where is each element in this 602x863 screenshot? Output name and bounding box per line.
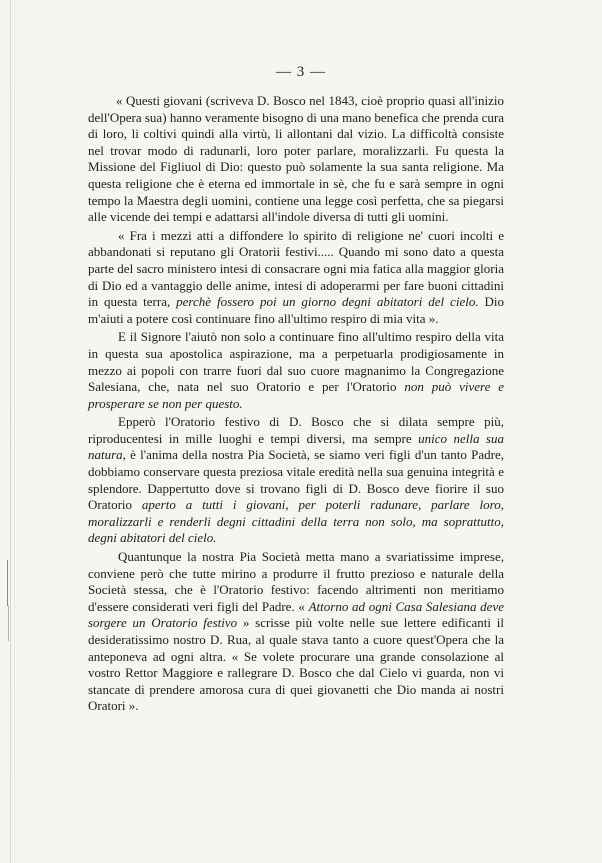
page-number: — 3 —	[276, 64, 326, 80]
italic-text: unico nella sua natura,	[88, 430, 504, 463]
paragraph	[88, 549, 504, 715]
binding-edge	[10, 0, 11, 863]
text-run: è l'anima della nostra Pia Società, se siamo veri figli d'un tanto Padre, dobbiamo conservare questa preziosa vitale eredità nella sua genuina integrità e splendore. Dappertutto dove si trovano figli di D. Bosco deve fiorire il suo Oratorio	[88, 447, 504, 513]
body-text	[88, 93, 504, 717]
binding-edge-shadow	[14, 0, 15, 863]
text-run: « Questi giovani (scriveva D. Bosco nel 1843, cioè proprio quasi all'inizio dell'Opera sua) hanno veramente bisogno di una mano benefica che prenda cura di loro, li coltivi quindi alla virtù, li allontani dal vizio. La difficoltà consiste nel trovar modo di radunarli, loro poter parlare, moralizzarli. Fu questa la Missione del Figliuol di Dio: questo può solamente la sua santa religione. Ma questa religione che è eterna ed immortale in sè, che fu e sarà sempre in ogni tempo la Maestra degli uomini, contiene una legge così perfetta, che sa piegarsi alle vicende dei tempi e adattarsi all'indole diversa di tutti gli uomini.	[88, 93, 504, 225]
paragraph	[88, 93, 504, 226]
text-run: Dio m'aiuti a potere così continuare fino all'ultimo respiro di mia vita ».	[88, 294, 505, 326]
paragraph	[88, 329, 504, 412]
paragraph	[88, 228, 504, 328]
text-run: Epperò l'Oratorio festivo di D. Bosco che si dilata sempre più, riproducentesi in mille luoghi e tempi diversi, ma sempre	[88, 414, 504, 446]
text-run: « Fra i mezzi atti a diffondere lo spirito di religione ne' cuori incolti e abbandonati si reputano gli Oratorii festivi..... Quando mi sono dato a questa parte del sacro ministero intesi di consacrare ogni mia fatica alla maggior gloria di Dio ed a vantaggio delle anime, intesi di adoperarmi per fare buoni cittadini in questa terra,	[88, 227, 504, 310]
italic-text: perchè fossero poi un giorno degni abitatori del cielo.	[176, 294, 479, 310]
paragraph	[88, 414, 504, 547]
text-run: Quantunque la nostra Pia Società metta mano a svariatissime imprese, conviene però che tutte mirino a produrre il frutto prezioso e naturale della Società stessa, che è l'Oratorio festivo: facendo altrimenti non meritiamo d'essere considerati veri figli del Padre. «	[88, 549, 504, 614]
text-run: » scrisse più volte nelle sue lettere edificanti il desideratissimo nostro D. Rua, al quale stava tanto a cuore quest'Opera che la anteponeva ad ogni altra. « Se volete procurare una grande consolazione al vostro Rettor Maggiore e rallegrare D. Bosco che dal Cielo vi guarda, non vi stancate di prendere amorosa cura di quei giovanetti che Dio manda ai nostri Oratori ».	[88, 615, 504, 714]
italic-text: Attorno ad ogni Casa Salesiana deve sorgere un Oratorio festivo	[88, 598, 504, 631]
margin-mark	[8, 605, 9, 641]
margin-mark	[7, 560, 8, 606]
italic-text: non può vivere e prosperare se non per questo.	[88, 379, 504, 411]
text-run: E il Signore l'aiutò non solo a continuare fino all'ultimo respiro della vita in questa sua apostolica aspirazione, ma a perpetuarla prodigiosamente in mezzo ai popoli con trarre fuori dal suo cuore magnanimo la Congregazione Salesiana, che, nata nel suo Oratorio e per l'Oratorio	[88, 329, 504, 395]
italic-text: aperto a tutti i giovani, per poterli radunare, parlare loro, moralizzarli e renderli degni cittadini della terra non solo, ma soprattutto, degni abitatori del cielo.	[88, 497, 504, 546]
